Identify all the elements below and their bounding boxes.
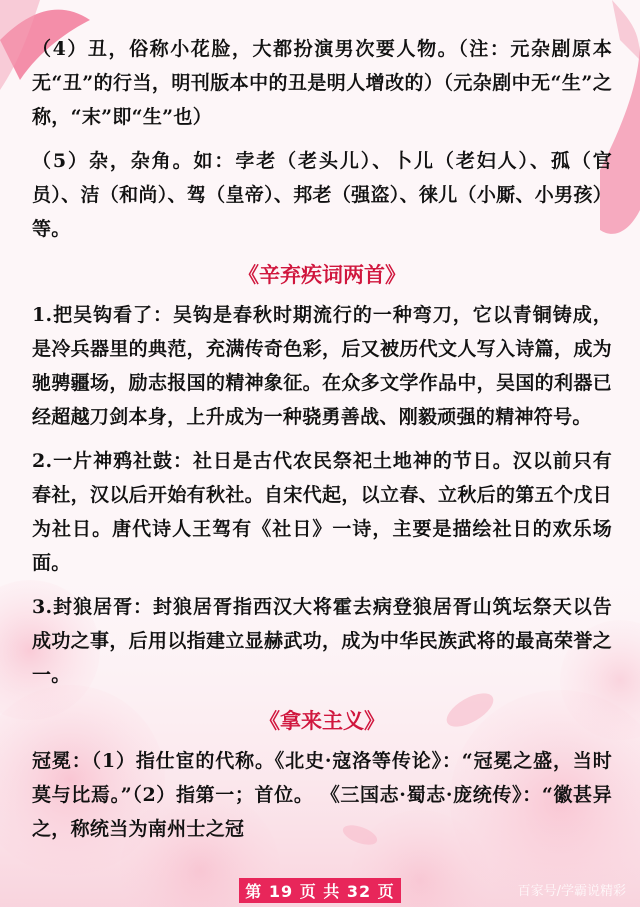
page-number-label: 第 19 页 共 32 页	[239, 878, 400, 903]
paragraph-sheri: 2.一片神鸦社鼓：社日是古代农民祭祀土地神的节日。汉以前只有春社，汉以后开始有秋社。自宋代起，以立春、立秋后的第五个戊日为社日。唐代诗人王驾有《社日》一诗，主要是描绘社日的欢乐场面。	[32, 450, 612, 574]
watermark: 百家号/学霸说精彩	[517, 884, 626, 899]
section-title-nalai: 《拿来主义》	[259, 708, 385, 733]
document-body	[32, 0, 612, 846]
paragraph-chou: （4）丑，俗称小花脸，大都扮演男次要人物。（注：元杂剧原本无“丑”的行当，明刊版本中的丑是明人增改的）（元杂剧中无“生”之称，“末”即“生”也）	[32, 38, 612, 128]
paragraph-guanmian: 冠冕：（1）指仕宦的代称。《北史·寇洛等传论》：“冠冕之盛，当时莫与比焉。”（2）指第一；首位。 《三国志·蜀志·庞统传》：“徽甚异之，称统当为南州士之冠	[32, 750, 612, 840]
paragraph-langjuxu: 3.封狼居胥：封狼居胥指西汉大将霍去病登狼居胥山筑坛祭天以告成功之事，后用以指建立显赫武功，成为中华民族武将的最高荣誉之一。	[32, 596, 612, 686]
paragraph-wugou: 1.把吴钩看了：吴钩是春秋时期流行的一种弯刀，它以青铜铸成，是冷兵器里的典范，充满传奇色彩，后又被历代文人写入诗篇，成为驰骋疆场，励志报国的精神象征。在众多文学作品中，吴国的利器已经超越刀剑本身，上升成为一种骁勇善战、刚毅顽强的精神符号。	[32, 304, 612, 428]
paragraph-za: （5）杂，杂角。如：孛老（老头儿）、卜儿（老妇人）、孤（官员）、洁（和尚）、驾（皇帝）、邦老（强盗）、徕儿（小厮、小男孩）等。	[32, 150, 612, 240]
section-title-xin-qiji: 《辛弃疾词两首》	[238, 262, 406, 287]
